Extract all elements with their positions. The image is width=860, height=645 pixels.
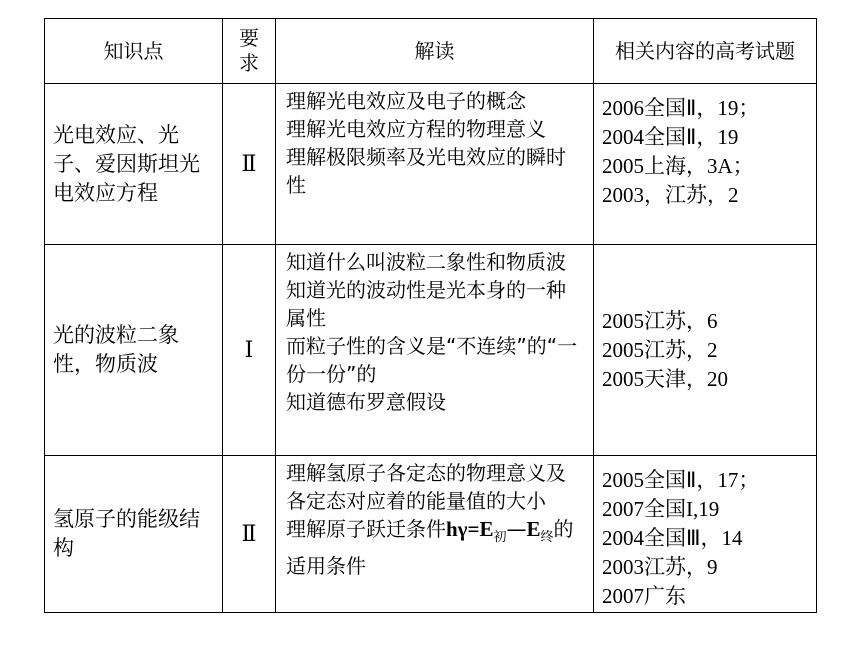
exam-reference: 2003江苏，9 (602, 555, 718, 579)
header-requirement: 要求 (223, 19, 276, 84)
exam-reference: 2005全国Ⅱ，17； (602, 468, 760, 492)
exam-reference: 2005上海，3A； (602, 154, 754, 178)
formula-right: E (526, 517, 541, 541)
interpretation-line: 理解氢原子各定态的物理意义及各定态对应着的能量值的大小 (286, 461, 566, 513)
table-row (45, 84, 817, 245)
table-row (45, 245, 817, 456)
exam-questions-cell (594, 456, 817, 613)
interpretation-cell (276, 456, 594, 613)
header-interpretation: 解读 (276, 19, 594, 84)
formula-sub-final: 终 (540, 530, 554, 545)
formula-suffix: 的适用条件 (286, 517, 574, 578)
exam-questions-cell (594, 245, 817, 456)
interpretation-line: 理解光电效应及电子的概念 (286, 89, 526, 113)
interpretation-line: 理解光电效应方程的物理意义 (286, 117, 546, 141)
interpretation-formula-line (286, 515, 585, 580)
knowledge-point-cell: 光的波粒二象性，物质波 (45, 245, 223, 456)
table-row (45, 456, 817, 613)
exam-reference: 2007广东 (602, 584, 686, 608)
knowledge-point-cell: 氢原子的能级结构 (45, 456, 223, 613)
header-knowledge-point: 知识点 (45, 19, 223, 84)
interpretation-cell (276, 84, 594, 245)
table-header-row (45, 19, 817, 84)
exam-reference: 2003，江苏，2 (602, 183, 739, 207)
exam-questions-cell (594, 84, 817, 245)
requirement-cell: Ⅰ (223, 245, 276, 456)
exam-reference: 2004全国Ⅲ，14 (602, 526, 743, 550)
exam-reference: 2005天津，20 (602, 366, 728, 391)
header-exam-questions: 相关内容的高考试题 (594, 19, 817, 84)
formula-dash: — (506, 517, 527, 541)
interpretation-line: 知道德布罗意假设 (286, 390, 446, 414)
interpretation-line: 而粒子性的含义是“不连续”的“一份一份”的 (286, 334, 578, 386)
formula-left: hγ=E (446, 517, 494, 541)
interpretation-cell (276, 245, 594, 456)
exam-reference: 2005江苏，2 (602, 337, 718, 362)
exam-reference: 2005江苏，6 (602, 308, 718, 333)
knowledge-table (44, 18, 817, 613)
formula-prefix: 理解原子跃迁条件 (286, 517, 446, 541)
interpretation-line: 知道什么叫波粒二象性和物质波 (286, 250, 566, 274)
exam-reference: 2007全国I,19 (602, 497, 720, 521)
interpretation-line: 理解极限频率及光电效应的瞬时性 (286, 145, 566, 197)
formula-sub-initial: 初 (493, 530, 507, 545)
knowledge-point-cell: 光电效应、光子、爱因斯坦光电效应方程 (45, 84, 223, 245)
exam-reference: 2004全国Ⅱ，19 (602, 125, 739, 149)
requirement-cell: Ⅱ (223, 84, 276, 245)
requirement-cell: Ⅱ (223, 456, 276, 613)
exam-reference: 2006全国Ⅱ，19； (602, 96, 760, 120)
interpretation-line: 知道光的波动性是光本身的一种属性 (286, 278, 566, 330)
